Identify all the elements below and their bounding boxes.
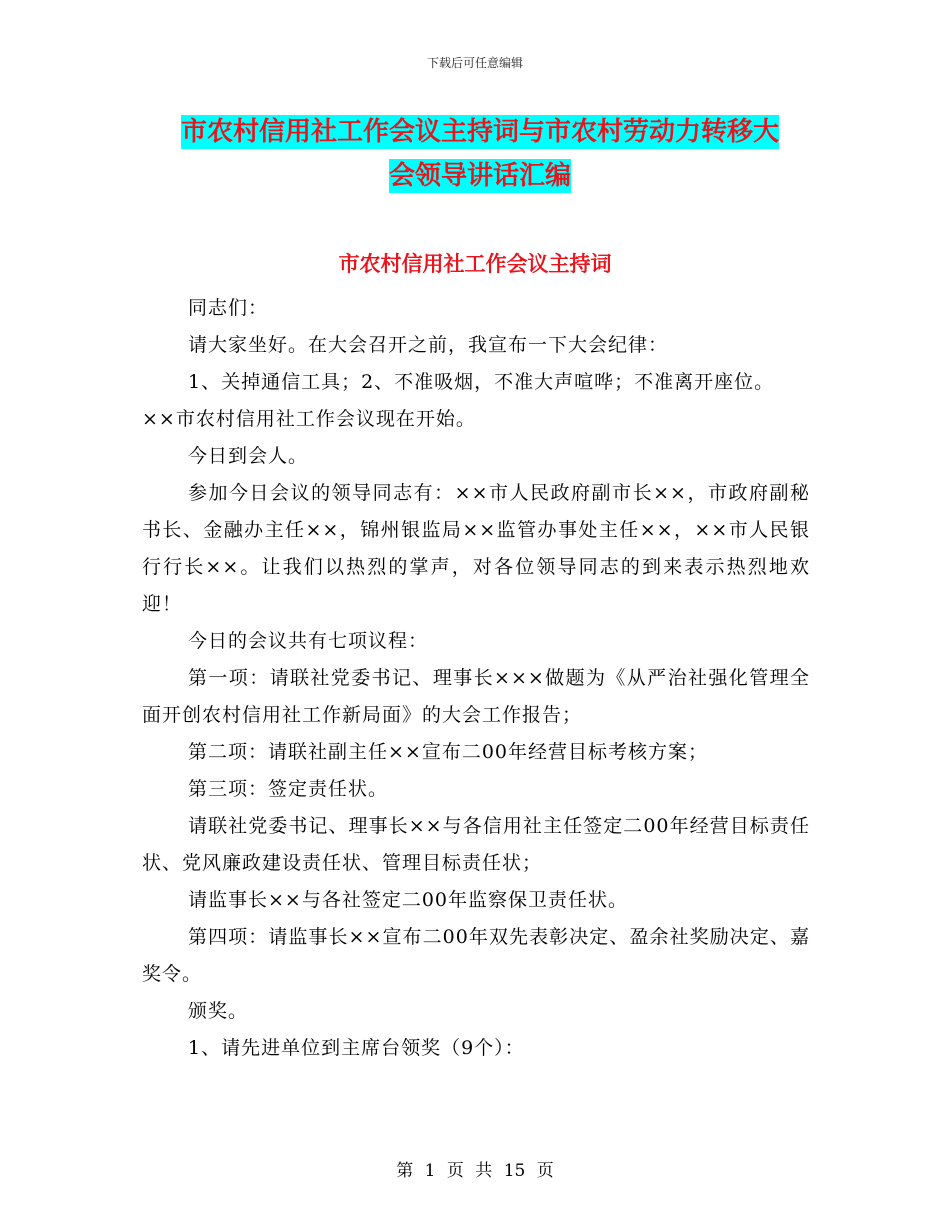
- paragraph: 请大家坐好。在大会召开之前，我宣布一下大会纪律：: [188, 334, 669, 356]
- paragraph: 颁奖。: [188, 1000, 249, 1022]
- paragraph: 请联社党委书记、理事长××与各信用社主任签定二00年经营目标责任状、党风廉政建设责任状、管理目标责任状；: [142, 815, 810, 874]
- paragraph: 参加今日会议的领导同志有：××市人民政府副市长××，市政府副秘书长、金融办主任××，锦州银监局××监管办事处主任××，××市人民银行行长××。让我们以热烈的掌声，对各位领导同志的到来表示热烈地欢迎！: [142, 482, 810, 615]
- paragraph: 今日的会议共有七项议程：: [188, 630, 429, 652]
- paragraph: 请监事长××与各社签定二00年监察保卫责任状。: [188, 889, 629, 911]
- paragraph: 今日到会人。: [188, 445, 309, 467]
- document-title: [140, 110, 820, 198]
- page-number: 第 1 页 共 15 页: [396, 1161, 554, 1181]
- paragraph: ××市农村信用社工作会议现在开始。: [142, 408, 476, 430]
- paragraph: 第二项：请联社副主任××宣布二00年经营目标考核方案；: [188, 741, 709, 763]
- section-title: 市农村信用社工作会议主持词: [338, 252, 612, 276]
- paragraph: 1、请先进单位到主席台领奖（9个）：: [188, 1037, 525, 1059]
- paragraph: 1、关掉通信工具；2、不准吸烟，不准大声喧哗；不准离开座位。: [188, 371, 775, 393]
- document-title-line1: 市农村信用社工作会议主持词与市农村劳动力转移大: [180, 117, 779, 147]
- document-body: [142, 290, 810, 1067]
- document-title-line2: 会领导讲话汇编: [388, 161, 571, 191]
- header-note: 下载后可任意编辑: [426, 56, 523, 70]
- paragraph: 第三项：签定责任状。: [188, 778, 389, 800]
- paragraph: 第一项：请联社党委书记、理事长×××做题为《从严治社强化管理全面开创农村信用社工作新局面》的大会工作报告；: [142, 667, 810, 726]
- paragraph: 同志们：: [188, 297, 269, 319]
- paragraph: 第四项：请监事长××宣布二00年双先表彰决定、盈余社奖励决定、嘉奖令。: [142, 926, 810, 985]
